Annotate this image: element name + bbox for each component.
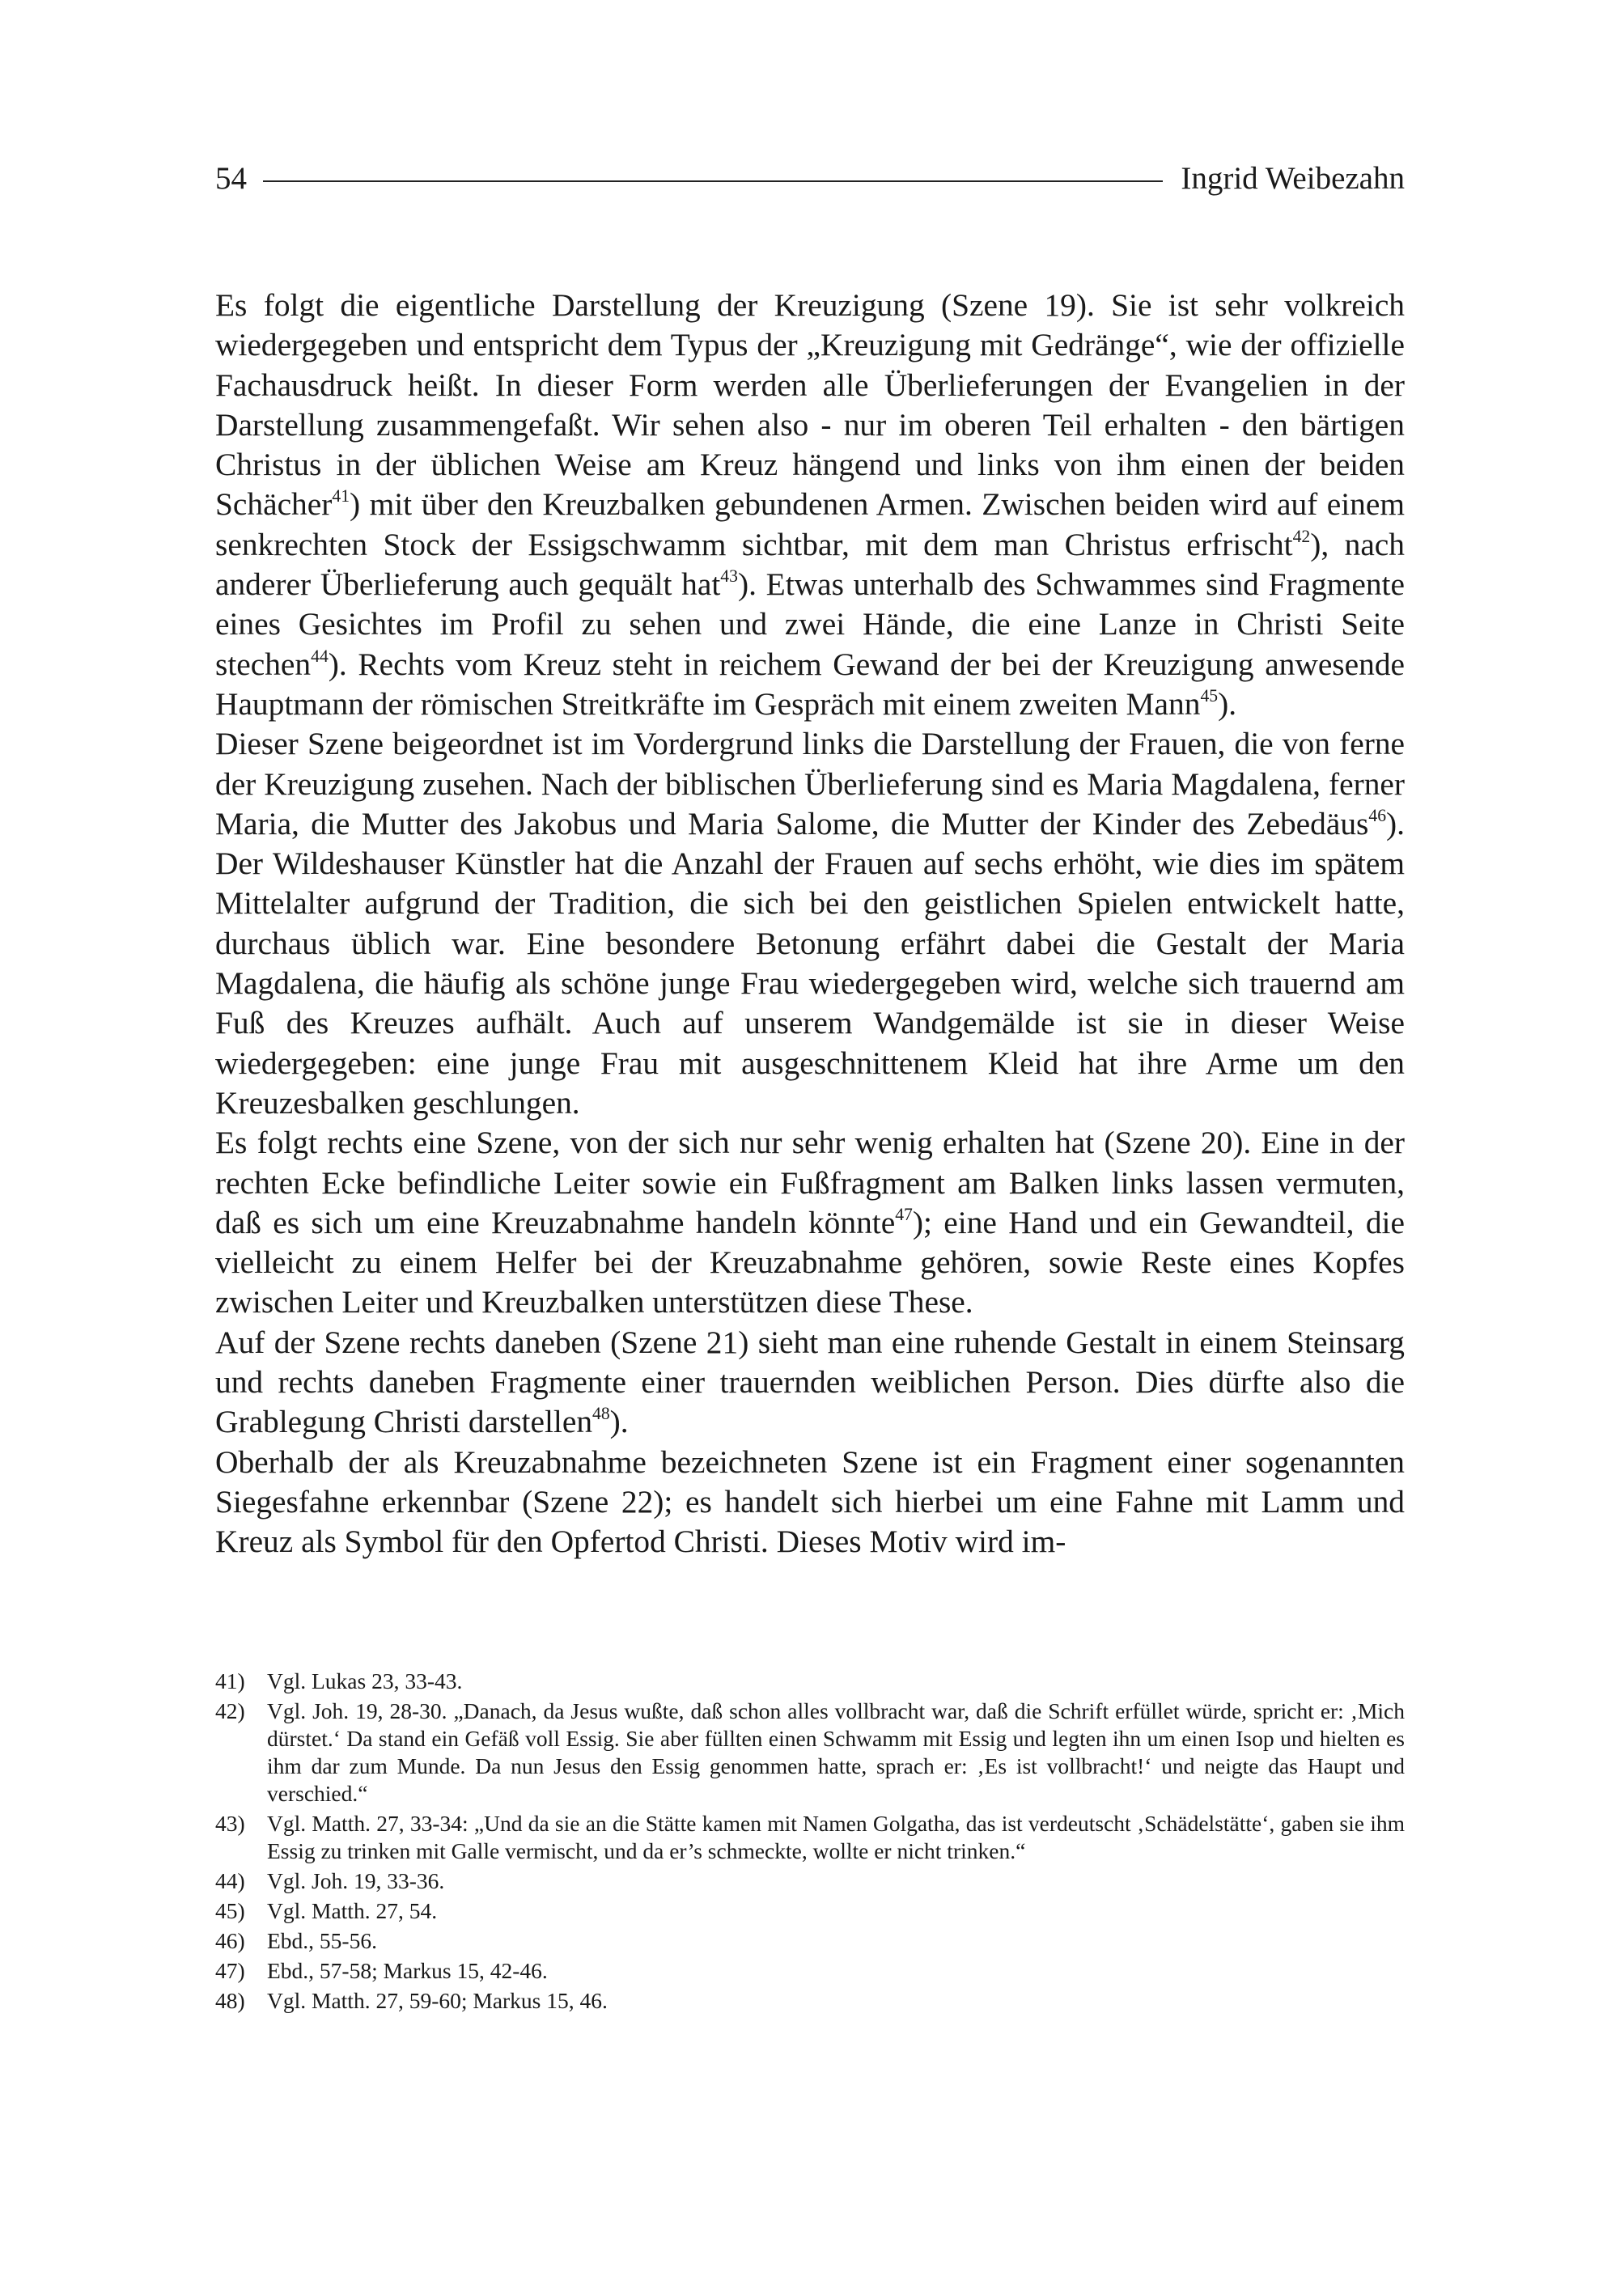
footnote-ref-48: 48 bbox=[592, 1404, 610, 1424]
footnote-46 bbox=[215, 1927, 1405, 1955]
paragraph-2 bbox=[215, 724, 1405, 1123]
footnote-text: Vgl. Matth. 27, 59-60; Markus 15, 46. bbox=[267, 1988, 608, 2013]
footnote-ref-44: 44 bbox=[311, 646, 329, 666]
paragraph-1 bbox=[215, 286, 1405, 724]
footnote-text: Vgl. Matth. 27, 33-34: „Und da sie an die Stätte kamen mit Namen Golgatha, das ist verdeutscht ‚Schädelstätte‘, gaben sie ihm Essig zu trinken mit Galle vermischt, und da er’s schmeckte, wollte er nicht trinken.“ bbox=[267, 1811, 1405, 1863]
footnote-number: 41) bbox=[215, 1668, 245, 1693]
paragraph-5 bbox=[215, 1443, 1405, 1562]
running-head-author: Ingrid Weibezahn bbox=[1181, 160, 1405, 196]
footnote-43 bbox=[215, 1810, 1405, 1865]
footnote-ref-43: 43 bbox=[720, 566, 738, 586]
footnote-number: 47) bbox=[215, 1958, 245, 1983]
footnote-number: 44) bbox=[215, 1868, 245, 1893]
page bbox=[215, 158, 1405, 2013]
footnote-47 bbox=[215, 1957, 1405, 1985]
footnote-ref-47: 47 bbox=[895, 1204, 913, 1224]
text-run: ). Der Wildeshauser Künstler hat die Anzahl der Frauen auf sechs erhöht, wie dies im spätem Mittelalter aufgrund der Tradition, die sich bei den geistlichen Spielen entwickelt hatte, durchaus üblich war. Eine besondere Betonung erfährt dabei die Gestalt der Maria Magdalena, die häufig als schöne junge Frau wiedergegeben wird, welche sich trauernd am Fuß des Kreuzes aufhält. Auch auf unserem Wandgemälde ist sie in dieser Weise wiedergegeben: eine junge Frau mit ausgeschnittenem Kleid hat ihre Arme um den Kreuzesbalken geschlungen. bbox=[215, 805, 1405, 1121]
footnote-ref-41: 41 bbox=[332, 486, 350, 506]
header-rule bbox=[263, 180, 1163, 182]
page-number: 54 bbox=[215, 160, 247, 196]
text-run: ). Rechts vom Kreuz steht in reichem Gewand der bei der Kreuzigung anwesende Hauptmann der römischen Streitkräfte im Gespräch mit einem zweiten Mann bbox=[215, 646, 1405, 722]
footnote-number: 46) bbox=[215, 1928, 245, 1953]
footnote-45 bbox=[215, 1897, 1405, 1925]
footnote-ref-42: 42 bbox=[1292, 526, 1311, 546]
footnote-text: Vgl. Matth. 27, 54. bbox=[267, 1898, 438, 1923]
text-run: ) mit über den Kreuzbalken gebundenen Armen. Zwischen beiden wird auf einem senkrechten Stock der Essigschwamm sichtbar, mit dem man Christus erfrischt bbox=[215, 486, 1405, 562]
footnote-text: Ebd., 55-56. bbox=[267, 1928, 377, 1953]
text-run: Dieser Szene beigeordnet ist im Vordergrund links die Darstellung der Frauen, die von ferne der Kreuzigung zusehen. Nach der biblischen Überlieferung sind es Maria Magdalena, ferner Maria, die Mutter des Jakobus und Maria Salome, die Mutter der Kinder des Zebedäus bbox=[215, 726, 1405, 841]
text-run: Es folgt rechts eine Szene, von der sich nur sehr wenig erhalten hat (Szene 20). Eine in der rechten Ecke befindliche Leiter sowie ein Fußfragment am Balken links lassen vermuten, daß es sich um eine Kreuzabnahme handeln könnte bbox=[215, 1125, 1405, 1240]
running-header bbox=[215, 158, 1405, 198]
footnote-44 bbox=[215, 1867, 1405, 1895]
footnote-ref-45: 45 bbox=[1200, 685, 1219, 706]
text-run: ). Etwas unterhalb des Schwammes sind Fragmente eines Gesichtes im Profil zu sehen und zwei Hände, die eine Lanze in Christi Seite stechen bbox=[215, 566, 1405, 682]
text-run: Oberhalb der als Kreuzabnahme bezeichneten Szene ist ein Fragment einer sogenannten Siegesfahne erkennbar (Szene 22); es handelt sich hierbei um eine Fahne mit Lamm und Kreuz als Symbol für den Opfertod Christi. Dieses Motiv wird im- bbox=[215, 1443, 1405, 1560]
paragraph-4 bbox=[215, 1323, 1405, 1443]
paragraph-3 bbox=[215, 1123, 1405, 1322]
footnote-42 bbox=[215, 1697, 1405, 1808]
footnote-number: 45) bbox=[215, 1898, 245, 1923]
text-run: ). bbox=[609, 1404, 629, 1440]
footnote-number: 43) bbox=[215, 1811, 245, 1836]
body-text bbox=[215, 286, 1405, 1562]
footnote-text: Ebd., 57-58; Markus 15, 42-46. bbox=[267, 1958, 548, 1983]
text-run: ). bbox=[1218, 685, 1237, 722]
footnote-ref-46: 46 bbox=[1368, 805, 1387, 825]
footnote-number: 48) bbox=[215, 1988, 245, 2013]
footnote-text: Vgl. Joh. 19, 33-36. bbox=[267, 1868, 445, 1893]
footnotes bbox=[215, 1668, 1405, 2017]
text-run: Auf der Szene rechts daneben (Szene 21) sieht man eine ruhende Gestalt in einem Steinsarg und rechts daneben Fragmente einer trauernden weiblichen Person. Dies dürfte also die Grablegung Christi darstellen bbox=[215, 1324, 1405, 1440]
footnote-41 bbox=[215, 1668, 1405, 1695]
footnote-text: Vgl. Lukas 23, 33-43. bbox=[267, 1668, 463, 1693]
footnote-text: Vgl. Joh. 19, 28-30. „Danach, da Jesus wußte, daß schon alles vollbracht war, daß die Schrift erfüllet würde, spricht er: ‚Mich dürstet.‘ Da stand ein Gefäß voll Essig. Sie aber füllten einen Schwamm mit Essig und legten ihn um einen Isop und hielten es ihm dar zum Munde. Da nun Jesus den Essig genommen hatte, sprach er: ‚Es ist vollbracht!‘ und neigte das Haupt und verschied.“ bbox=[267, 1698, 1405, 1806]
text-run: ); eine Hand und ein Gewandteil, die vielleicht zu einem Helfer bei der Kreuzabnahme gehören, sowie Reste eines Kopfes zwischen Leiter und Kreuzbalken unterstützen diese These. bbox=[215, 1204, 1405, 1320]
text-run: Es folgt die eigentliche Darstellung der Kreuzigung (Szene 19). Sie ist sehr volkreich wiedergegeben und entspricht dem Typus der „Kreuzigung mit Gedränge“, wie der offizielle Fachausdruck heißt. In dieser Form werden alle Überlieferungen der Evangelien in der Darstellung zusammengefaßt. Wir sehen also - nur im oberen Teil erhalten - den bärtigen Christus in der üblichen Weise am Kreuz hängend und links von ihm einen der beiden Schächer bbox=[215, 287, 1405, 523]
footnote-number: 42) bbox=[215, 1698, 245, 1723]
text-run: ), nach anderer Überlieferung auch gequält hat bbox=[215, 526, 1405, 603]
footnote-48 bbox=[215, 1987, 1405, 2015]
